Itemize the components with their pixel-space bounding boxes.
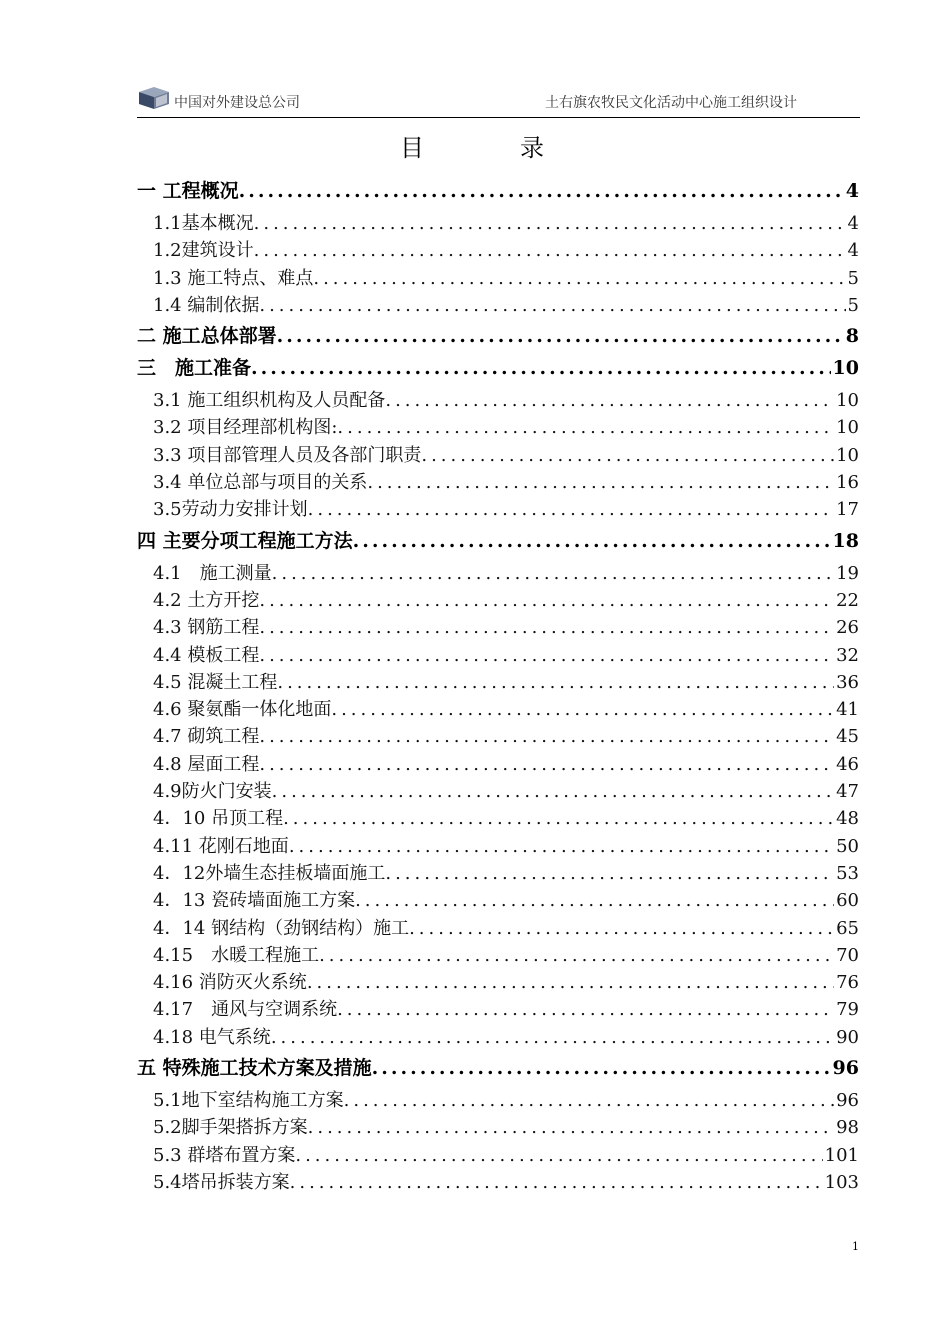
toc-entry-label: 4.17 通风与空调系统 [153,999,338,1021]
toc-entry-label: 3.4 单位总部与项目的关系 [153,472,368,494]
toc-section-entry[interactable] [137,669,859,696]
toc-entry-label: 4.8 屋面工程 [153,753,260,775]
toc-section-entry[interactable] [137,887,859,914]
toc-entry-page: 98 [836,1117,859,1139]
toc-leader-dots [272,778,834,805]
toc-leader-dots [372,1055,831,1082]
toc-entry-label: 1.2建筑设计 [153,240,254,262]
company-name: 中国对外建设总公司 [174,95,300,111]
toc-entry-label: 二 施工总体部署 [137,325,277,348]
toc-leader-dots [283,805,834,832]
table-of-contents [137,174,859,1196]
toc-entry-page: 18 [832,529,859,552]
toc-leader-dots [308,496,834,523]
toc-leader-dots [259,292,845,319]
header-rule [137,117,860,118]
toc-entry-label: 4.16 消防灭火系统 [153,972,307,994]
toc-section-entry[interactable] [137,1169,859,1196]
toc-entry-label: 4．14 钢结构（劲钢结构）施工 [153,917,410,939]
toc-section-entry[interactable] [137,942,859,969]
toc-entry-label: 4.4 模板工程 [153,644,260,666]
toc-leader-dots [385,860,834,887]
toc-leader-dots [337,996,834,1023]
toc-entry-label: 5.3 群塔布置方案 [153,1144,296,1166]
toc-leader-dots [344,1087,834,1114]
toc-entry-label: 4.18 电气系统 [153,1026,271,1048]
toc-entry-page: 17 [836,499,859,521]
toc-entry-page: 10 [836,390,859,412]
toc-entry-page: 101 [824,1144,859,1166]
toc-entry-page: 41 [836,699,859,721]
toc-leader-dots [319,942,834,969]
toc-entry-label: 5.2脚手架搭拆方案 [153,1117,308,1139]
toc-chapter-entry[interactable] [137,355,859,382]
toc-entry-page: 10 [836,417,859,439]
toc-entry-label: 4.2 土方开挖 [153,589,260,611]
toc-entry-page: 19 [836,562,859,584]
toc-entry-label: 4.15 水暖工程施工 [153,944,320,966]
toc-section-entry[interactable] [137,265,859,292]
toc-entry-label: 四 主要分项工程施工方法 [137,529,353,552]
toc-section-entry[interactable] [137,414,859,441]
toc-leader-dots [421,442,834,469]
toc-section-entry[interactable] [137,1087,859,1114]
toc-entry-page: 26 [836,617,859,639]
toc-entry-page: 10 [836,444,859,466]
toc-entry-page: 76 [836,972,859,994]
toc-entry-page: 103 [824,1171,859,1193]
toc-leader-dots [239,178,844,205]
toc-section-entry[interactable] [137,723,859,750]
toc-entry-page: 79 [836,999,859,1021]
toc-entry-label: 4.6 聚氨酯一体化地面 [153,699,332,721]
toc-entry-label: 4.7 砌筑工程 [153,726,260,748]
toc-leader-dots [251,355,831,382]
toc-entry-page: 96 [836,1090,859,1112]
page-header [137,86,859,118]
toc-section-entry[interactable] [137,860,859,887]
toc-section-entry[interactable] [137,560,859,587]
toc-entry-page: 4 [847,240,859,262]
toc-section-entry[interactable] [137,496,859,523]
toc-title: 目 录 [400,134,580,162]
toc-entry-page: 96 [832,1057,859,1080]
toc-leader-dots [295,1142,822,1169]
toc-section-entry[interactable] [137,805,859,832]
toc-leader-dots [290,1169,823,1196]
toc-chapter-entry[interactable] [137,528,859,555]
toc-section-entry[interactable] [137,642,859,669]
toc-entry-page: 22 [836,589,859,611]
toc-leader-dots [385,387,834,414]
toc-entry-page: 4 [845,180,859,202]
company-logo-icon [137,86,171,110]
toc-section-entry[interactable] [137,614,859,641]
toc-leader-dots [289,833,834,860]
toc-leader-dots [355,887,834,914]
toc-leader-dots [331,696,834,723]
toc-section-entry[interactable] [137,292,859,319]
toc-leader-dots [259,751,834,778]
toc-chapter-entry[interactable] [137,323,859,350]
toc-leader-dots [259,614,834,641]
toc-leader-dots [259,723,834,750]
toc-entry-label: 4.1 施工测量 [153,562,272,584]
toc-entry-label: 三 施工准备 [137,357,252,380]
toc-section-entry[interactable] [137,587,859,614]
toc-section-entry[interactable] [137,696,859,723]
toc-entry-label: 3.5劳动力安排计划 [153,499,308,521]
toc-leader-dots [277,669,834,696]
toc-entry-label: 4．10 吊顶工程 [153,808,284,830]
toc-section-entry[interactable] [137,996,859,1023]
toc-entry-label: 4.11 花刚石地面 [153,835,289,857]
toc-section-entry[interactable] [137,442,859,469]
toc-section-entry[interactable] [137,1114,859,1141]
toc-section-entry[interactable] [137,1142,859,1169]
toc-entry-label: 1.4 编制依据 [153,294,260,316]
toc-leader-dots [307,969,834,996]
toc-entry-page: 60 [836,890,859,912]
toc-entry-page: 16 [836,472,859,494]
toc-entry-page: 4 [847,213,859,234]
toc-leader-dots [254,210,846,237]
toc-entry-page: 47 [836,781,859,803]
toc-entry-page: 90 [836,1026,859,1048]
toc-section-entry[interactable] [137,833,859,860]
toc-leader-dots [254,237,846,264]
toc-entry-label: 1.3 施工特点、难点 [153,267,314,289]
toc-section-entry[interactable] [137,969,859,996]
toc-section-entry[interactable] [137,210,859,237]
toc-section-entry[interactable] [137,387,859,414]
toc-entry-label: 4．13 瓷砖墙面施工方案 [153,890,356,912]
toc-entry-page: 46 [836,753,859,775]
toc-leader-dots [259,642,834,669]
toc-leader-dots [308,1114,834,1141]
toc-leader-dots [409,915,834,942]
toc-entry-page: 65 [836,917,859,939]
toc-section-entry[interactable] [137,237,859,264]
toc-leader-dots [277,323,844,350]
toc-entry-page: 8 [845,325,859,348]
toc-section-entry[interactable] [137,1024,859,1051]
toc-entry-label: 1.1基本概况 [153,213,254,234]
toc-entry-page: 45 [836,726,859,748]
toc-entry-label: 5.4塔吊拆装方案 [153,1171,290,1193]
toc-leader-dots [367,469,834,496]
toc-entry-page: 70 [836,944,859,966]
toc-leader-dots [271,1024,834,1051]
page-number: 1 [852,1240,859,1253]
toc-entry-page: 5 [847,267,859,289]
toc-entry-label: 4.9防火门安装 [153,781,272,803]
toc-entry-page: 36 [836,671,859,693]
project-title: 土右旗农牧民文化活动中心施工组织设计 [545,95,797,111]
toc-entry-label: 3.1 施工组织机构及人员配备 [153,390,386,412]
toc-section-entry[interactable] [137,469,859,496]
toc-chapter-entry[interactable] [137,1055,859,1082]
toc-section-entry[interactable] [137,778,859,805]
toc-leader-dots [259,587,834,614]
toc-leader-dots [353,528,831,555]
toc-section-entry[interactable] [137,751,859,778]
toc-entry-page: 32 [836,644,859,666]
toc-entry-label: 4.3 钢筋工程 [153,617,260,639]
toc-entry-label: 3.2 项目经理部机构图: [153,417,338,439]
toc-entry-label: 3.3 项目部管理人员及各部门职责 [153,444,422,466]
toc-leader-dots [337,414,834,441]
toc-chapter-entry[interactable] [137,178,859,205]
toc-section-entry[interactable] [137,915,859,942]
toc-entry-page: 50 [836,835,859,857]
toc-entry-label: 4．12外墙生态挂板墙面施工 [153,862,386,884]
toc-leader-dots [313,265,845,292]
toc-entry-label: 4.5 混凝土工程 [153,671,278,693]
toc-entry-label: 5.1地下室结构施工方案 [153,1090,344,1112]
toc-entry-label: 五 特殊施工技术方案及措施 [137,1057,372,1080]
toc-entry-page: 53 [836,862,859,884]
toc-entry-label: 一 工程概况 [137,180,239,202]
toc-entry-page: 5 [847,294,859,316]
toc-leader-dots [272,560,834,587]
toc-entry-page: 10 [832,357,859,380]
toc-entry-page: 48 [836,808,859,830]
